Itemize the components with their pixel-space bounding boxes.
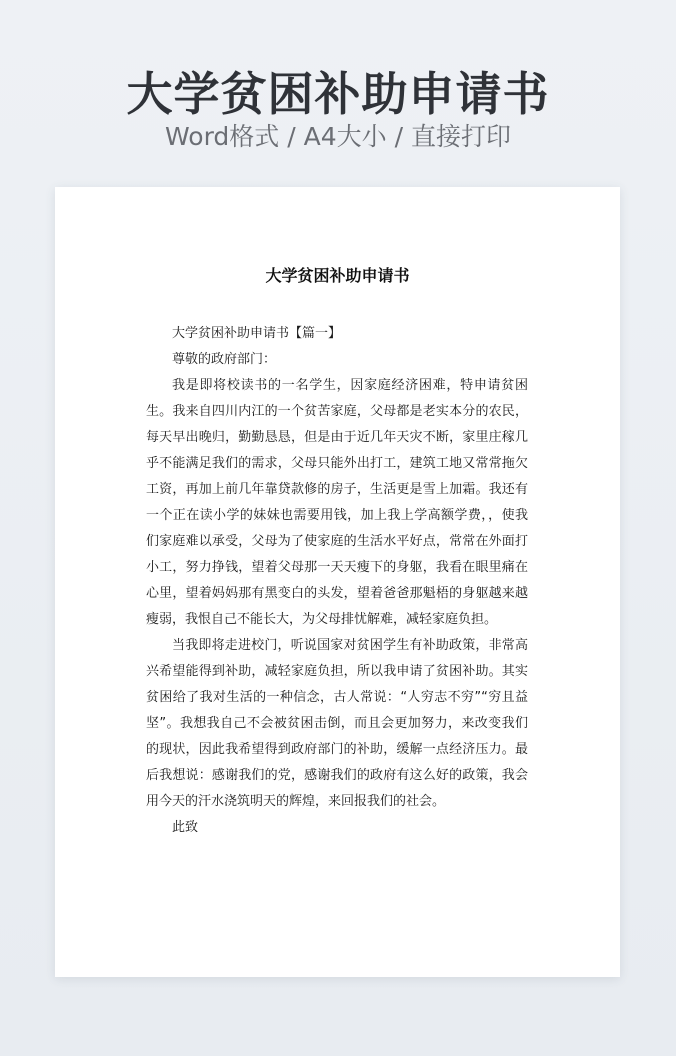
document-body bbox=[146, 321, 528, 841]
closing: 此致 bbox=[172, 820, 199, 835]
body-paragraph: 我是即将校读书的一名学生，因家庭经济困难，特申请贫困生。我来自四川内江的一个贫苦家庭，父母都是老实本分的农民，每天早出晚归，勤勤恳恳，但是由于近几年天灾不断，家里庄稼几乎不能满足我们的需求，父母只能外出打工，建筑工地又常常拖欠工资，再加上前几年靠贷款修的房子，生活更是雪上加霜。我还有一个正在读小学的妹妹也需要用钱，加上我上学高额学费，，使我们家庭难以承受，父母为了使家庭的生活水平好点，常常在外面打小工，努力挣钱，望着父母那一天天瘦下的身躯，我看在眼里痛在心里，望着妈妈那有黑变白的头发，望着爸爸那魁梧的身躯越来越瘦弱，我恨自己不能长大，为父母排忧解难，减轻家庭负担。 bbox=[146, 378, 528, 627]
banner-subtitle: Word格式 / A4大小 / 直接打印 bbox=[165, 122, 511, 151]
salutation: 尊敬的政府部门： bbox=[172, 352, 277, 367]
banner-title: 大学贫困补助申请书 bbox=[126, 67, 550, 121]
section-heading: 大学贫困补助申请书【篇一】 bbox=[172, 326, 342, 341]
body-paragraph: 当我即将走进校门，听说国家对贫困学生有补助政策，非常高兴希望能得到补助，减轻家庭负担，所以我申请了贫困补助。其实贫困给了我对生活的一种信念，古人常说：“人穷志不穷”“穷且益坚”。我想我自己不会被贫困击倒，而且会更加努力，来改变我们的现状，因此我希望得到政府部门的补助，缓解一点经济压力。最后我想说：感谢我们的党，感谢我们的政府有这么好的政策，我会用今天的汗水浇筑明天的辉煌，来回报我们的社会。 bbox=[146, 638, 528, 809]
document-page bbox=[55, 187, 620, 977]
document-title: 大学贫困补助申请书 bbox=[265, 266, 410, 285]
